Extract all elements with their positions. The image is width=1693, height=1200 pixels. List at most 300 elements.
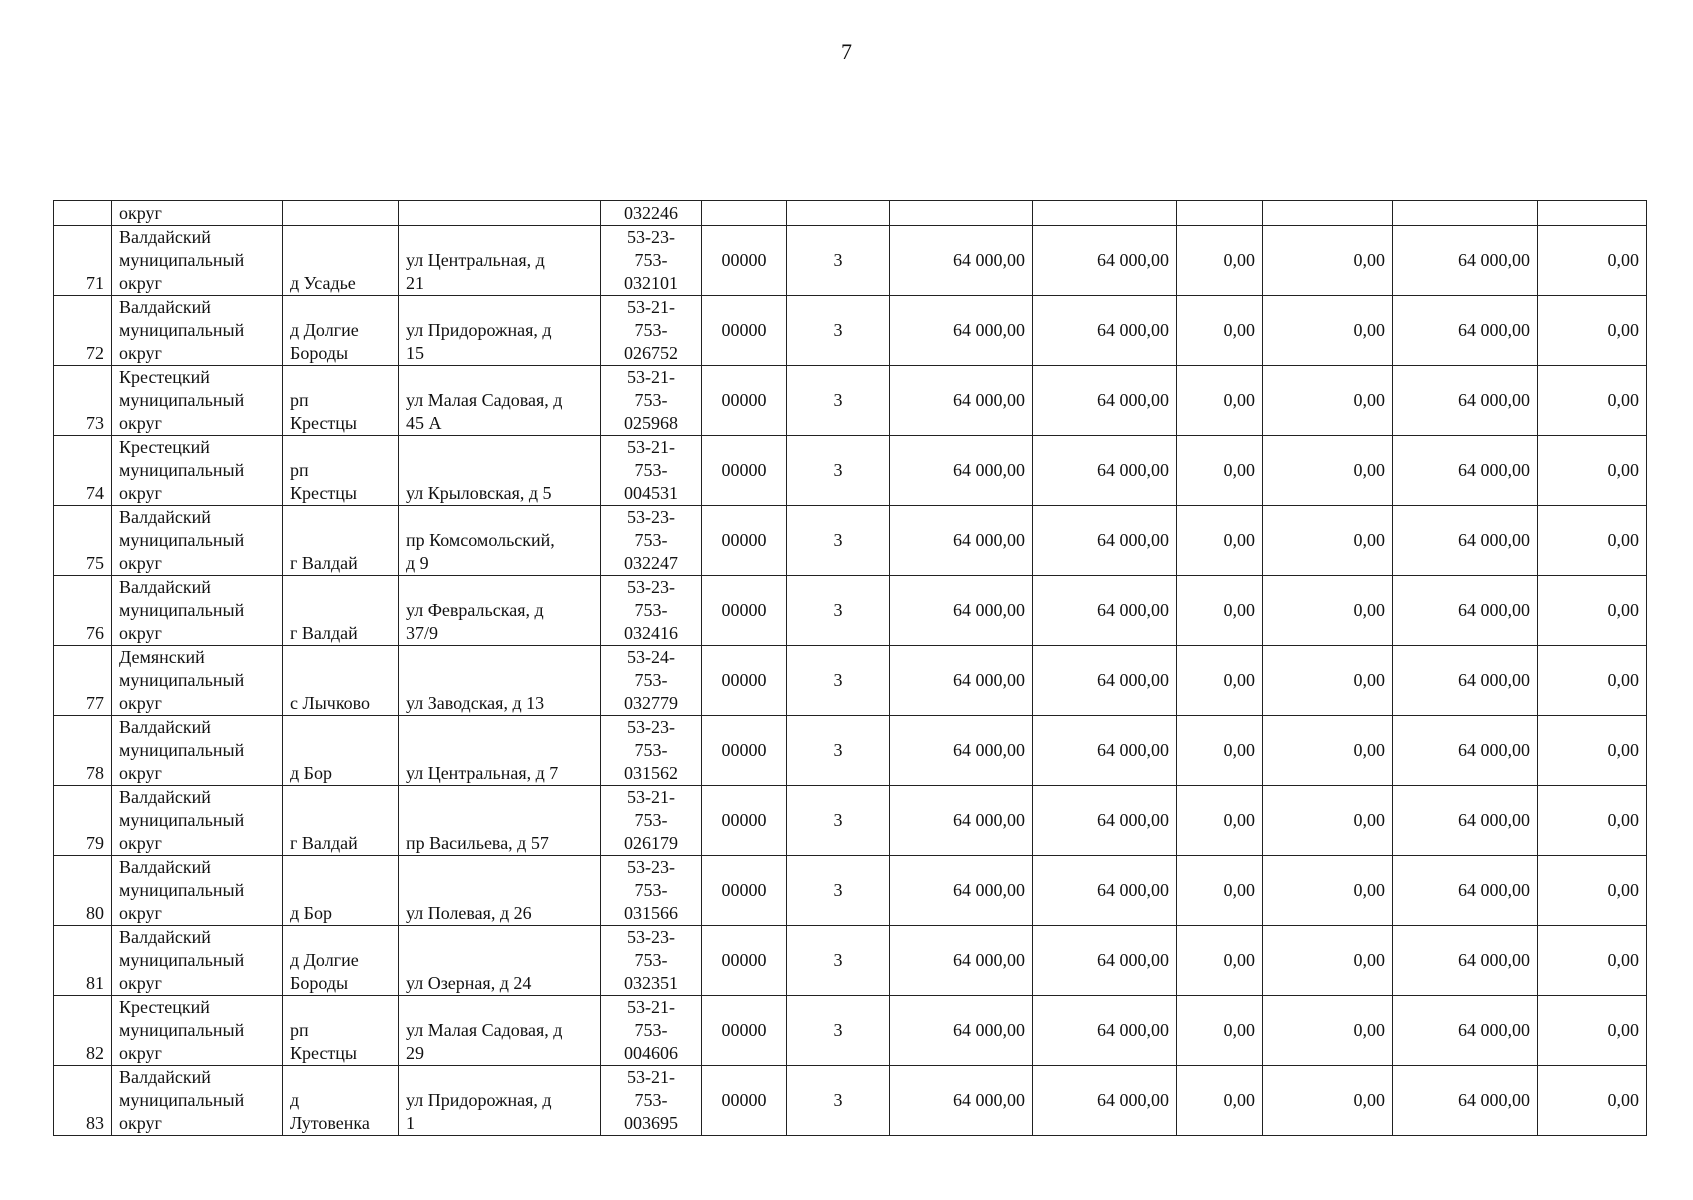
cell-col11: 0,00 (1263, 226, 1393, 296)
cell-locality-line: д Усадье (290, 273, 356, 293)
cell-district-line: Валдайский (119, 507, 211, 527)
cell-col7: 3 (787, 1066, 890, 1136)
cell-address-line: 37/9 (406, 623, 439, 643)
cell-col13: 0,00 (1538, 646, 1647, 716)
cell-address (399, 1066, 601, 1136)
cell-col8: 64 000,00 (890, 716, 1033, 786)
cell-address (399, 506, 601, 576)
cell-col10: 0,00 (1177, 1066, 1263, 1136)
cell-col6: 00000 (702, 366, 787, 436)
cell-col7: 3 (787, 786, 890, 856)
cell-code (601, 226, 702, 296)
cell-col12: 64 000,00 (1393, 226, 1538, 296)
cell-district (112, 576, 283, 646)
cell-col13: 0,00 (1538, 296, 1647, 366)
cell-number: 80 (54, 856, 112, 926)
cell-address (399, 646, 601, 716)
cell-locality-line: Крестцы (290, 483, 358, 503)
cell-col13: 0,00 (1538, 786, 1647, 856)
cell-code (601, 506, 702, 576)
cell-code (601, 926, 702, 996)
cell-district-line: муниципальный (119, 320, 245, 340)
cell-address (399, 996, 601, 1066)
cell-code-line: 004606 (624, 1043, 678, 1063)
cell-number: 81 (54, 926, 112, 996)
cell-address-line: ул Придорожная, д (406, 320, 552, 340)
cell-col9: 64 000,00 (1033, 366, 1177, 436)
cell-col7: 3 (787, 436, 890, 506)
cell-code-line: 53-21- (627, 367, 675, 387)
cell-col11: 0,00 (1263, 786, 1393, 856)
cell-col8: 64 000,00 (890, 786, 1033, 856)
cell-code-line: 753- (634, 740, 668, 760)
cell-locality (283, 856, 399, 926)
cell-col10: 0,00 (1177, 436, 1263, 506)
cell-col8: 64 000,00 (890, 296, 1033, 366)
cell-col6: 00000 (702, 716, 787, 786)
cell-col6: 00000 (702, 646, 787, 716)
cell-col8: 64 000,00 (890, 226, 1033, 296)
cell-col10: 0,00 (1177, 646, 1263, 716)
cell-address (399, 926, 601, 996)
cell-locality-line: Бороды (290, 973, 349, 993)
cell-district-line: округ (119, 833, 162, 853)
cell-district-line: округ (119, 1043, 162, 1063)
cell-locality (283, 436, 399, 506)
cell-code-line: 53-21- (627, 997, 675, 1017)
cell-number (54, 201, 112, 226)
cell-col11: 0,00 (1263, 576, 1393, 646)
page-number: 7 (841, 39, 852, 64)
cell-code (601, 576, 702, 646)
cell-locality (283, 646, 399, 716)
cell-col6: 00000 (702, 296, 787, 366)
cell-col7: 3 (787, 716, 890, 786)
cell-col8: 64 000,00 (890, 996, 1033, 1066)
cell-code (601, 1066, 702, 1136)
cell-address (399, 436, 601, 506)
cell-col13: 0,00 (1538, 226, 1647, 296)
cell-code: 032246 (601, 201, 702, 226)
cell-col13: 0,00 (1538, 436, 1647, 506)
cell-locality-line: г Валдай (290, 833, 358, 853)
cell-code (601, 856, 702, 926)
cell-locality (283, 716, 399, 786)
cell-locality-line: рп (290, 390, 309, 410)
cell-district-line: Демянский (119, 647, 205, 667)
table-row (54, 786, 1647, 856)
cell-col6: 00000 (702, 926, 787, 996)
cell-number: 74 (54, 436, 112, 506)
cell-code-line: 753- (634, 460, 668, 480)
cell-col9: 64 000,00 (1033, 786, 1177, 856)
cell-col9: 64 000,00 (1033, 576, 1177, 646)
cell-col6: 00000 (702, 1066, 787, 1136)
cell-code-line: 53-21- (627, 437, 675, 457)
cell-locality-line: д Долгие (290, 320, 359, 340)
cell-col9: 64 000,00 (1033, 1066, 1177, 1136)
cell-code-line: 025968 (624, 413, 678, 433)
cell-col7: 3 (787, 576, 890, 646)
cell-col10: 0,00 (1177, 366, 1263, 436)
cell-locality-line: г Валдай (290, 553, 358, 573)
cell-address-line: 1 (406, 1113, 415, 1133)
cell-empty (787, 201, 890, 226)
table-row (54, 506, 1647, 576)
cell-district (112, 366, 283, 436)
cell-col7: 3 (787, 296, 890, 366)
cell-code-line: 753- (634, 880, 668, 900)
cell-district (112, 716, 283, 786)
cell-district-line: Валдайский (119, 577, 211, 597)
cell-locality (283, 226, 399, 296)
cell-col10: 0,00 (1177, 996, 1263, 1066)
cell-col12: 64 000,00 (1393, 996, 1538, 1066)
cell-code-line: 753- (634, 530, 668, 550)
cell-district (112, 926, 283, 996)
cell-code-line: 032416 (624, 623, 678, 643)
cell-district (112, 646, 283, 716)
cell-number: 77 (54, 646, 112, 716)
cell-code-line: 53-21- (627, 1067, 675, 1087)
cell-col11: 0,00 (1263, 296, 1393, 366)
cell-locality-line: рп (290, 460, 309, 480)
cell-district-line: муниципальный (119, 880, 245, 900)
cell-address (399, 716, 601, 786)
cell-col12: 64 000,00 (1393, 1066, 1538, 1136)
cell-locality-line: Крестцы (290, 1043, 358, 1063)
cell-district-line: округ (119, 973, 162, 993)
cell-number: 79 (54, 786, 112, 856)
cell-district-line: Валдайский (119, 717, 211, 737)
cell-address (399, 576, 601, 646)
carry-over-row (54, 201, 1647, 226)
cell-locality-line: Бороды (290, 343, 349, 363)
table-row (54, 646, 1647, 716)
cell-code-line: 53-23- (627, 577, 675, 597)
cell-district-line: муниципальный (119, 740, 245, 760)
cell-address (399, 226, 601, 296)
cell-district-line: округ (119, 903, 162, 923)
cell-col7: 3 (787, 226, 890, 296)
cell-code (601, 996, 702, 1066)
cell-col10: 0,00 (1177, 786, 1263, 856)
cell-col7: 3 (787, 366, 890, 436)
cell-address-line: д 9 (406, 553, 429, 573)
cell-address-line: ул Полевая, д 26 (406, 903, 532, 923)
cell-col6: 00000 (702, 576, 787, 646)
cell-col8: 64 000,00 (890, 366, 1033, 436)
cell-col12: 64 000,00 (1393, 926, 1538, 996)
cell-district-line: Валдайский (119, 857, 211, 877)
cell-col9: 64 000,00 (1033, 436, 1177, 506)
cell-col12: 64 000,00 (1393, 436, 1538, 506)
table-row (54, 366, 1647, 436)
registry-table-body (54, 201, 1647, 1136)
cell-col12: 64 000,00 (1393, 576, 1538, 646)
cell-address-line: ул Заводская, д 13 (406, 693, 545, 713)
cell-district-line: Крестецкий (119, 997, 210, 1017)
table-row (54, 226, 1647, 296)
cell-code (601, 366, 702, 436)
cell-col10: 0,00 (1177, 506, 1263, 576)
cell-col13: 0,00 (1538, 366, 1647, 436)
cell-district (112, 996, 283, 1066)
cell-col11: 0,00 (1263, 506, 1393, 576)
cell-col10: 0,00 (1177, 576, 1263, 646)
cell-district-line: Валдайский (119, 927, 211, 947)
cell-col9: 64 000,00 (1033, 226, 1177, 296)
cell-code-line: 753- (634, 950, 668, 970)
table-row (54, 856, 1647, 926)
cell-code-line: 753- (634, 250, 668, 270)
cell-col8: 64 000,00 (890, 436, 1033, 506)
cell-col13: 0,00 (1538, 856, 1647, 926)
cell-empty (702, 201, 787, 226)
cell-district (112, 506, 283, 576)
cell-number: 75 (54, 506, 112, 576)
cell-code-line: 753- (634, 390, 668, 410)
cell-col9: 64 000,00 (1033, 856, 1177, 926)
cell-col6: 00000 (702, 436, 787, 506)
cell-district-line: Крестецкий (119, 437, 210, 457)
table-row (54, 926, 1647, 996)
cell-locality (283, 996, 399, 1066)
cell-district-line: муниципальный (119, 460, 245, 480)
cell-col9: 64 000,00 (1033, 506, 1177, 576)
cell-locality-line: д Долгие (290, 950, 359, 970)
cell-code (601, 786, 702, 856)
cell-address (399, 201, 601, 226)
cell-district-line: округ (119, 413, 162, 433)
cell-code (601, 646, 702, 716)
cell-district (112, 1066, 283, 1136)
cell-address (399, 856, 601, 926)
registry-table (53, 200, 1647, 1136)
cell-code-line: 031566 (624, 903, 678, 923)
cell-district-line: муниципальный (119, 950, 245, 970)
cell-col7: 3 (787, 926, 890, 996)
cell-locality-line: с Лычково (290, 693, 371, 713)
cell-number: 76 (54, 576, 112, 646)
cell-locality-line: д Бор (290, 903, 332, 923)
cell-col11: 0,00 (1263, 366, 1393, 436)
cell-empty (1263, 201, 1393, 226)
cell-col11: 0,00 (1263, 716, 1393, 786)
cell-district (112, 226, 283, 296)
cell-address-line: 21 (406, 273, 424, 293)
cell-code-line: 032779 (624, 693, 678, 713)
cell-code-line: 53-21- (627, 787, 675, 807)
cell-code-line: 032351 (624, 973, 678, 993)
cell-col11: 0,00 (1263, 996, 1393, 1066)
cell-district: округ (112, 201, 283, 226)
cell-col11: 0,00 (1263, 436, 1393, 506)
cell-col8: 64 000,00 (890, 646, 1033, 716)
cell-code-line: 53-21- (627, 297, 675, 317)
cell-code-line: 032101 (624, 273, 678, 293)
cell-district-line: округ (119, 623, 162, 643)
cell-code-line: 753- (634, 670, 668, 690)
cell-number: 83 (54, 1066, 112, 1136)
cell-code-line: 753- (634, 600, 668, 620)
cell-col6: 00000 (702, 856, 787, 926)
cell-district-line: округ (119, 693, 162, 713)
cell-code-line: 53-23- (627, 927, 675, 947)
cell-address-line: 15 (406, 343, 424, 363)
cell-address-line: ул Февральская, д (406, 600, 544, 620)
cell-empty (1393, 201, 1538, 226)
cell-district-line: Крестецкий (119, 367, 210, 387)
cell-code-line: 026752 (624, 343, 678, 363)
cell-locality (283, 506, 399, 576)
cell-locality (283, 926, 399, 996)
cell-district-line: Валдайский (119, 297, 211, 317)
cell-locality-line: д Бор (290, 763, 332, 783)
cell-code-line: 53-24- (627, 647, 675, 667)
cell-col8: 64 000,00 (890, 856, 1033, 926)
cell-district-line: Валдайский (119, 787, 211, 807)
cell-col13: 0,00 (1538, 996, 1647, 1066)
cell-col6: 00000 (702, 996, 787, 1066)
cell-code-line: 026179 (624, 833, 678, 853)
cell-col12: 64 000,00 (1393, 296, 1538, 366)
cell-locality-line: д (290, 1090, 300, 1110)
cell-col8: 64 000,00 (890, 926, 1033, 996)
cell-locality (283, 786, 399, 856)
cell-locality (283, 296, 399, 366)
cell-district-line: муниципальный (119, 600, 245, 620)
table-row (54, 996, 1647, 1066)
cell-address-line: ул Центральная, д 7 (406, 763, 559, 783)
cell-district (112, 296, 283, 366)
cell-number: 71 (54, 226, 112, 296)
cell-address-line: 45 А (406, 413, 442, 433)
cell-locality (283, 1066, 399, 1136)
cell-code-line: 003695 (624, 1113, 678, 1133)
cell-district-line: Валдайский (119, 1067, 211, 1087)
cell-code-line: 753- (634, 810, 668, 830)
cell-col10: 0,00 (1177, 716, 1263, 786)
cell-col13: 0,00 (1538, 506, 1647, 576)
cell-district-line: муниципальный (119, 530, 245, 550)
cell-address-line: ул Центральная, д (406, 250, 545, 270)
cell-col12: 64 000,00 (1393, 716, 1538, 786)
cell-address-line: 29 (406, 1043, 424, 1063)
table-row (54, 296, 1647, 366)
cell-district (112, 856, 283, 926)
cell-col11: 0,00 (1263, 856, 1393, 926)
cell-district (112, 786, 283, 856)
cell-col11: 0,00 (1263, 646, 1393, 716)
cell-district-line: муниципальный (119, 390, 245, 410)
cell-empty (1177, 201, 1263, 226)
table-row (54, 576, 1647, 646)
cell-code (601, 296, 702, 366)
cell-col12: 64 000,00 (1393, 506, 1538, 576)
cell-district-line: округ (119, 1113, 162, 1133)
cell-col10: 0,00 (1177, 856, 1263, 926)
cell-col12: 64 000,00 (1393, 366, 1538, 436)
cell-col9: 64 000,00 (1033, 926, 1177, 996)
cell-col9: 64 000,00 (1033, 296, 1177, 366)
cell-address-line: ул Крыловская, д 5 (406, 483, 552, 503)
cell-district-line: муниципальный (119, 810, 245, 830)
cell-locality-line: Крестцы (290, 413, 358, 433)
cell-empty (890, 201, 1033, 226)
cell-address-line: пр Комсомольский, (406, 530, 555, 550)
cell-col12: 64 000,00 (1393, 856, 1538, 926)
cell-col6: 00000 (702, 226, 787, 296)
cell-address (399, 786, 601, 856)
cell-locality (283, 576, 399, 646)
cell-col13: 0,00 (1538, 1066, 1647, 1136)
cell-code-line: 53-23- (627, 507, 675, 527)
cell-empty (1538, 201, 1647, 226)
cell-col6: 00000 (702, 506, 787, 576)
cell-address-line: пр Васильева, д 57 (406, 833, 549, 853)
cell-district-line: округ (119, 273, 162, 293)
cell-col6: 00000 (702, 786, 787, 856)
cell-locality (283, 366, 399, 436)
cell-number: 82 (54, 996, 112, 1066)
cell-district-line: муниципальный (119, 250, 245, 270)
cell-col13: 0,00 (1538, 576, 1647, 646)
cell-code (601, 436, 702, 506)
cell-col12: 64 000,00 (1393, 786, 1538, 856)
cell-district-line: округ (119, 483, 162, 503)
cell-address-line: ул Придорожная, д (406, 1090, 552, 1110)
cell-locality-line: рп (290, 1020, 309, 1040)
cell-district-line: муниципальный (119, 1090, 245, 1110)
cell-col7: 3 (787, 996, 890, 1066)
cell-address (399, 296, 601, 366)
cell-address-line: ул Малая Садовая, д (406, 390, 563, 410)
cell-district-line: муниципальный (119, 670, 245, 690)
cell-number: 73 (54, 366, 112, 436)
cell-code-line: 031562 (624, 763, 678, 783)
cell-number: 72 (54, 296, 112, 366)
cell-col8: 64 000,00 (890, 1066, 1033, 1136)
cell-address-line: ул Озерная, д 24 (406, 973, 532, 993)
cell-col10: 0,00 (1177, 296, 1263, 366)
cell-code-line: 004531 (624, 483, 678, 503)
table-row (54, 716, 1647, 786)
cell-code-line: 753- (634, 320, 668, 340)
cell-code-line: 032247 (624, 553, 678, 573)
cell-col9: 64 000,00 (1033, 996, 1177, 1066)
cell-address-line: ул Малая Садовая, д (406, 1020, 563, 1040)
cell-col8: 64 000,00 (890, 506, 1033, 576)
cell-district (112, 436, 283, 506)
cell-col10: 0,00 (1177, 226, 1263, 296)
cell-col7: 3 (787, 646, 890, 716)
table-row (54, 1066, 1647, 1136)
table-row (54, 436, 1647, 506)
cell-district-line: муниципальный (119, 1020, 245, 1040)
cell-empty (1033, 201, 1177, 226)
cell-address (399, 366, 601, 436)
cell-number: 78 (54, 716, 112, 786)
cell-code (601, 716, 702, 786)
cell-locality-line: Лутовенка (290, 1113, 370, 1133)
cell-district-line: округ (119, 343, 162, 363)
cell-district-line: округ (119, 553, 162, 573)
cell-code-line: 753- (634, 1020, 668, 1040)
cell-col7: 3 (787, 506, 890, 576)
cell-col10: 0,00 (1177, 926, 1263, 996)
cell-col12: 64 000,00 (1393, 646, 1538, 716)
